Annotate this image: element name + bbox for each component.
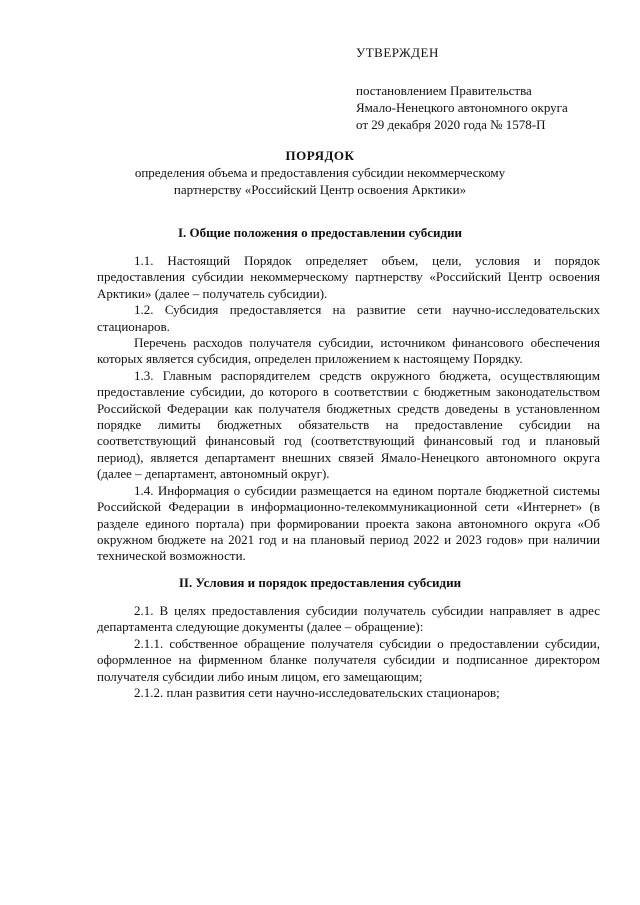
paragraph: 2.1.1. собственное обращение получателя субсидии о предоставлении субсидии, оформленное на фирменном бланке получателя субсидии и подписанное директором получателя субсидии либо иным лицом, его замещающим;: [97, 635, 600, 684]
approval-line: постановлением Правительства: [356, 83, 532, 98]
title-subtitle-line: партнерству «Российский Центр освоения Арктики»: [173, 182, 467, 197]
paragraph: 1.1. Настоящий Порядок определяет объем, цели, условия и порядок предоставления субсидии некоммерческому партнерству «Российский Центр освоения Арктики» (далее – получатель субсидии).: [97, 253, 600, 301]
paragraph: 1.3. Главным распорядителем средств окружного бюджета, осуществляющим предоставление субсидии, до которого в соответствии с бюджетным законодательством Российской Федерации как получателя бюджетных средств доведены в установленном порядке лимиты бюджетных обязательств на предоставление субсидии на соответствующий финансовый год (соответствующий финансовый год и плановый период), является департамент внешних связей Ямало-Ненецкого автономного округа (далее – департамент, автономный округ).: [97, 367, 600, 482]
section-body: [97, 603, 600, 701]
section-heading: II. Условия и порядок предоставления субсидии: [178, 575, 462, 590]
title-subtitle-line: определения объема и предоставления субсидии некоммерческому: [134, 165, 506, 180]
paragraph: 1.4. Информация о субсидии размещается на едином портале бюджетной системы Российской Федерации в информационно-телекоммуникационной сети «Интернет» (в разделе единого портала) при формировании проекта закона автономного округа «Об окружном бюджете на 2021 год и на плановый период 2022 и 2023 годов» при наличии технической возможности.: [97, 482, 600, 564]
paragraph: 1.2. Субсидия предоставляется на развитие сети научно-исследовательских стационаров.: [97, 302, 600, 334]
approval-line: от 29 декабря 2020 года № 1578-П: [356, 117, 546, 132]
paragraph: 2.1.2. план развития сети научно-исследовательских стационаров;: [134, 685, 500, 701]
approval-heading: УТВЕРЖДЕН: [356, 45, 439, 60]
title-heading: ПОРЯДОК: [285, 148, 355, 163]
paragraph: Перечень расходов получателя субсидии, источником финансового обеспечения которых является субсидия, определен приложением к настоящему Порядку.: [97, 335, 600, 367]
paragraph: 2.1. В целях предоставления субсидии получатель субсидии направляет в адрес департамента следующие документы (далее – обращение):: [97, 603, 600, 635]
section-body: [97, 253, 600, 565]
approval-block: [356, 44, 626, 133]
document-title: [0, 147, 640, 198]
approval-line: Ямало-Ненецкого автономного округа: [356, 100, 568, 115]
section-heading: I. Общие положения о предоставлении субсидии: [177, 225, 463, 240]
